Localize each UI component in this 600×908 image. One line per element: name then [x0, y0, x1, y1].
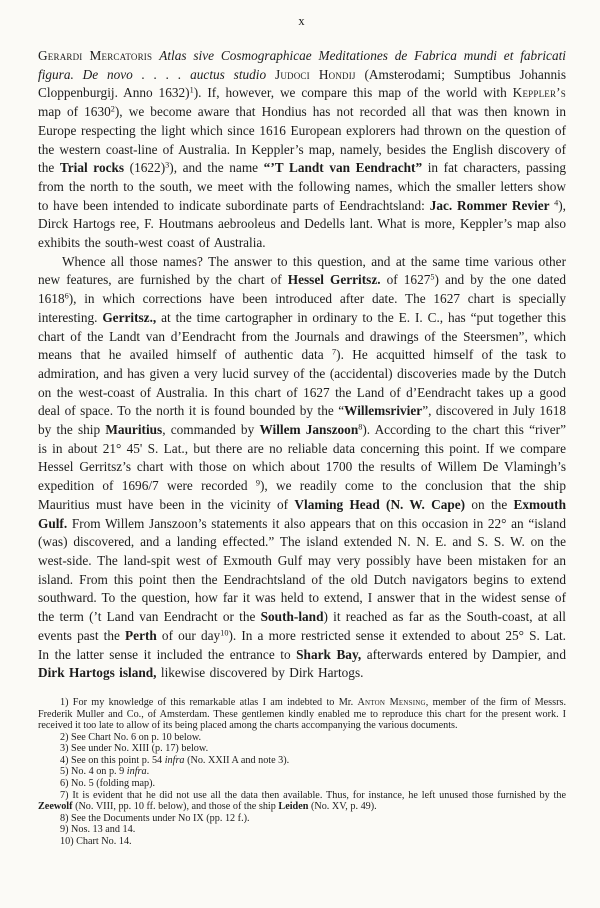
footnote-ref: 8: [358, 422, 363, 432]
text-segment: From Willem Janszoon’s statements it also appears that on this occasion in 22° an “island (was) discovered, and a landing effected.” The island extended N. N. E. and S. S. W. on the west-side. The land-spit west of Exmouth Gulf may very possibly have been mistaken for an island. From this point then the Eendrachtsland of the old Dutch navigators begins to extend southward. To the question, how far it was held to extend, I answer that in the widest sense of the term (’t Land van Eendracht or the: [38, 515, 566, 625]
footnotes: [38, 697, 566, 848]
text-segment: infra: [126, 766, 147, 778]
text-segment: of 1627: [380, 272, 431, 288]
footnote-7: [38, 790, 566, 813]
text-segment: map of 1630: [38, 104, 111, 120]
text-segment: 10) Chart No. 14.: [60, 836, 132, 848]
text-segment: ), in which corrections have been introduced after date. The 1627 chart is specially interesting.: [38, 291, 566, 325]
text-segment: likewise discovered by Dirk Hartogs.: [156, 665, 364, 681]
text-segment: (Amsterodami; Sumptibus Johannis Cloppenburgij. Anno 1632): [38, 66, 566, 101]
text-segment: Hessel Gerritsz.: [287, 272, 381, 288]
text-segment: 3) See under No. XIII (p. 17) below.: [60, 743, 209, 755]
footnote-ref: 3: [165, 160, 170, 170]
text-segment: 5) No. 4 on p. 9: [60, 766, 127, 778]
text-segment: ), and the name: [169, 160, 264, 176]
footnote-8: [38, 813, 566, 825]
footnote-ref: 9: [255, 478, 260, 488]
text-segment: ). If, however, we compare this map of the world with: [193, 85, 513, 101]
text-segment: Mauritius: [105, 422, 163, 438]
text-segment: at the time cartographer in ordinary to the E. I. C., has “put together this chart of the Landt van d’Eendracht from the Journals and drawings of the Steersmen”, which means that he availed himself of authentic data: [38, 309, 566, 363]
footnote-ref: 7: [332, 347, 337, 357]
text-segment: Willem Janszoon: [259, 422, 359, 438]
paragraph-2: [38, 253, 566, 683]
text-segment: ). According to the chart this “river” is in about 21° 45' S. Lat., but there are no reliable data concerning this point. If we compare Hessel Gerritsz’s chart with those on which about 1700 the results of Willem De Vlamingh’s expedition of 1696/7 were recorded: [38, 422, 567, 494]
footnote-3: [38, 743, 566, 755]
text-segment: ”, discovered in July 1618 by the ship: [38, 403, 566, 438]
text-segment: Shark Bay,: [296, 646, 362, 662]
text-segment: ), Dirck Hartogs ree, F. Houtmans aebrooleus and Dedells lant. What is more, Keppler’s map also exhibits the south-west coast of Australia.: [38, 197, 566, 251]
text-segment: Keppler’s: [512, 85, 566, 101]
footnote-5: [38, 766, 566, 778]
text-segment: , commanded by: [162, 422, 260, 438]
text-segment: 8) See the Documents under No IX (pp. 12 f.).: [60, 812, 250, 824]
text-segment: Dirk Hartogs island,: [38, 665, 157, 681]
text-segment: Whence all those names? The answer to this question, and at the same time various other new features, are furnished by the chart of: [38, 253, 566, 288]
text-segment: (1622): [124, 160, 166, 176]
text-segment: 1) For my knowledge of this remarkable atlas I am indebted to Mr.: [60, 696, 358, 708]
text-segment: (No. XV, p. 49).: [308, 801, 377, 813]
text-segment: ), we become aware that Hondius has not recorded all that was then known in Europe respecting the light which since 1616 European explorers had thrown on the question of the western coast-line of Australia. In Keppler’s map, namely, besides the English discovery of the: [38, 104, 567, 176]
page-number: x: [298, 14, 306, 28]
text-segment: infra: [164, 754, 185, 766]
text-segment: ). In a more restricted sense it extended to about 25° S. Lat. In the latter sense it included the entrance to: [38, 627, 566, 662]
text-segment: in fat characters, passing from the north to the south, we meet with the following names, which the smaller letters show to have been intended to indicate subordinate parts of Eendrachtsland:: [38, 160, 566, 213]
text-segment: ). He acquitted himself of the task to admiration, and has given a very lucid survey of the (accidental) discoveries made by the Dutch on the west-coast of Australia. In this chart of 1627 the Land of d’Eendracht takes up a good deal of space. To the north it is found bounded by the “: [38, 347, 566, 419]
text-segment: Atlas sive Cosmographicae Meditationes de Fabrica mundi et fabricati figura. De novo . . . . auctus studio: [38, 48, 566, 82]
text-segment: Gerardi Mercatoris: [38, 48, 160, 63]
footnote-ref: 10: [220, 628, 229, 638]
text-segment: (No. VIII, pp. 10 ff. below), and those of the ship: [72, 801, 279, 813]
text-segment: 9) Nos. 13 and 14.: [60, 824, 136, 836]
text-segment: Trial rocks: [59, 160, 125, 176]
footnote-9: [38, 824, 566, 836]
footnote-4: [38, 755, 566, 767]
footnote-10: [38, 836, 566, 848]
text-segment: “’T Landt van Eendracht”: [263, 160, 423, 176]
text-segment: Jac. Rommer Revier: [429, 197, 555, 213]
text-segment: 2) See Chart No. 6 on p. 10 below.: [60, 731, 202, 743]
footnote-6: [38, 778, 566, 790]
text-segment: afterwards entered by Dampier, and: [361, 646, 566, 662]
footnote-ref: 4: [554, 198, 559, 208]
text-segment: Willemsrivier: [344, 403, 423, 419]
text-segment: of our day: [156, 627, 221, 643]
text-segment: Leiden: [278, 801, 309, 813]
text-segment: , member of the firm of Messrs. Frederik Muller and Co., of Amsterdam. These gentlemen kindly enabled me to reproduce this chart for the present work. I received it too late to allow of its being placed among the charts accompanying the various documents.: [38, 696, 567, 732]
body-text: [38, 47, 566, 683]
text-segment: 7) It is evident that he did not use all the data then available. Thus, for instance, he left unused those furnished by the: [60, 789, 566, 801]
text-segment: Exmouth Gulf.: [38, 496, 566, 531]
footnote-ref: 2: [110, 104, 115, 114]
footnote-ref: 6: [64, 291, 69, 301]
text-segment: 6) No. 5 (folding map).: [60, 778, 156, 790]
text-segment: (No. XXII A and note 3).: [184, 754, 290, 766]
text-segment: on the: [465, 496, 514, 512]
text-segment: ), we readily come to the conclusion that the ship Mauritius must have been in the vicinity of: [38, 478, 566, 512]
text-segment: Gerritsz.,: [102, 309, 157, 325]
text-segment: ) and by the one dated 1618: [38, 272, 566, 307]
text-segment: Anton Mensing: [357, 696, 426, 708]
text-segment: Perth: [125, 627, 157, 643]
text-segment: Zeewolf: [38, 801, 73, 813]
footnote-1: [38, 697, 566, 732]
paragraph-1: [38, 47, 566, 253]
text-segment: Vlaming Head (N. W. Cape): [294, 496, 466, 512]
text-segment: Judoci Hondij: [274, 66, 356, 82]
footnote-ref: 5: [430, 272, 435, 282]
text-segment: .: [146, 766, 150, 778]
text-segment: South-land: [260, 609, 324, 625]
footnote-2: [38, 732, 566, 744]
text-segment: 4) See on this point p. 54: [60, 754, 165, 766]
footnote-ref: 1: [189, 85, 194, 95]
text-segment: ) it reached as far as the South-coast, at all events past the: [38, 609, 566, 643]
